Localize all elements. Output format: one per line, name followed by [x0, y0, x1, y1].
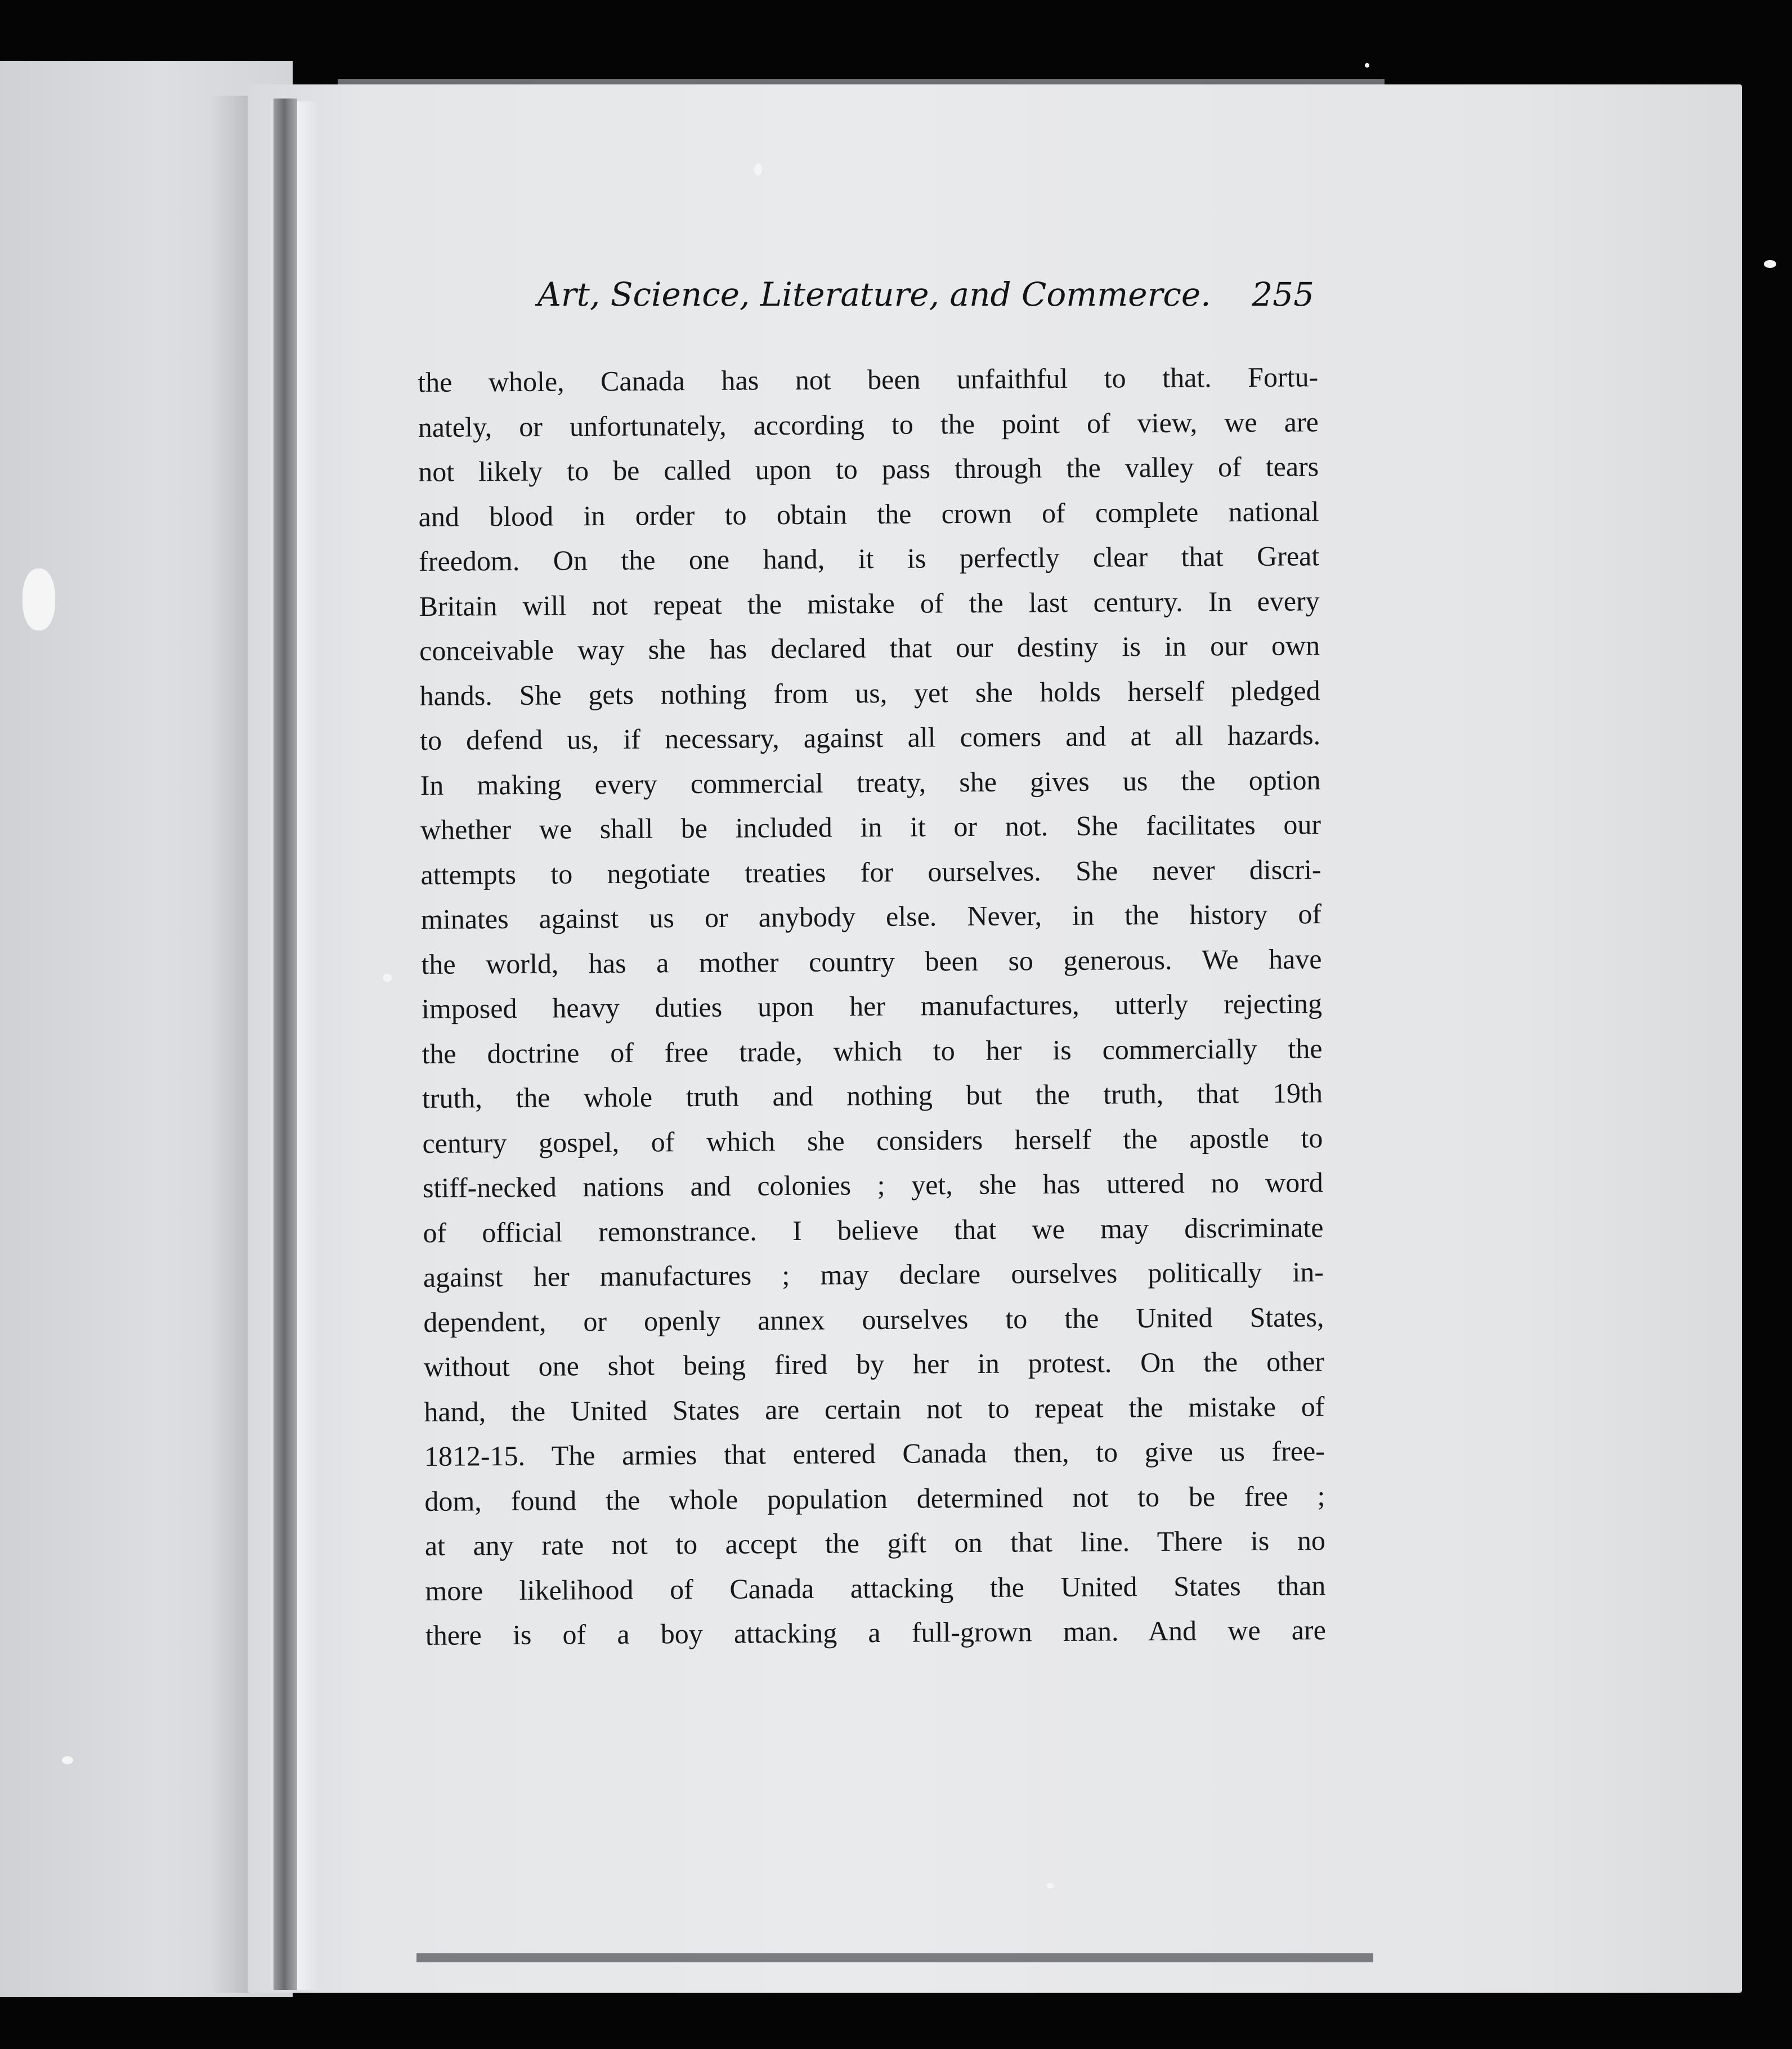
book-gutter	[274, 99, 297, 1990]
text-line: there is of a boy attacking a full-grown man. And we are	[425, 1614, 1326, 1651]
text-line: imposed heavy duties upon her manufactures, utterly rejecting	[421, 987, 1323, 1024]
text-line: 1812-15. The armies that entered Canada then, to give us free-	[424, 1435, 1325, 1472]
text-line: hands. She gets nothing from us, yet she holds herself pledged	[419, 674, 1320, 712]
text-line: the whole, Canada has not been unfaithful to that. Fortu-	[418, 361, 1319, 398]
scan-speck	[23, 569, 55, 630]
text-line: minates against us or anybody else. Never, in the history of	[420, 898, 1322, 935]
text-line: against her manufactures ; may declare ourselves politically in-	[423, 1256, 1324, 1293]
text-line: without one shot being fired by her in protest. On the other	[423, 1345, 1325, 1383]
text-line: dom, found the whole population determined not to be free ;	[424, 1479, 1325, 1517]
text-line: more likelihood of Canada attacking the United States than	[425, 1569, 1326, 1607]
text-line: hand, the United States are certain not to repeat the mistake of	[424, 1390, 1325, 1428]
text-line: at any rate not to accept the gift on that line. There is no	[424, 1524, 1326, 1562]
gutter-highlight	[297, 101, 320, 1990]
body-text	[418, 355, 1326, 1658]
scan-speck	[62, 1756, 73, 1764]
scan-speck	[1764, 260, 1776, 268]
text-line: attempts to negotiate treaties for ourselves. She never discri-	[420, 853, 1321, 891]
text-line: stiff-necked nations and colonies ; yet, she has uttered no word	[422, 1166, 1324, 1204]
running-head	[537, 269, 1314, 320]
scan-speck	[1365, 63, 1369, 68]
text-line: dependent, or openly annex ourselves to the United States,	[423, 1300, 1324, 1338]
text-line: In making every commercial treaty, she gives us the option	[420, 763, 1321, 801]
text-line: Britain will not repeat the mistake of the last century. In every	[419, 584, 1320, 622]
text-line: freedom. On the one hand, it is perfectly clear that Great	[419, 540, 1320, 577]
text-line: century gospel, of which she considers herself the apostle to	[422, 1121, 1323, 1159]
text-line: whether we shall be included in it or not. She facilitates our	[420, 808, 1321, 845]
text-line: conceivable way she has declared that our destiny is in our own	[419, 629, 1320, 666]
text-line: not likely to be called upon to pass through the valley of tears	[418, 450, 1319, 487]
text-line: to defend us, if necessary, against all comers and at all hazards.	[419, 719, 1321, 756]
scan-speck	[754, 163, 762, 176]
text-line: truth, the whole truth and nothing but the truth, that 19th	[422, 1077, 1323, 1114]
text-line: the world, has a mother country been so generous. We have	[421, 942, 1322, 980]
page-number: 255	[1252, 275, 1314, 314]
scan-speck	[1047, 1883, 1054, 1889]
text-line: the doctrine of free trade, which to her is commercially the	[422, 1032, 1323, 1070]
text-line: of official remonstrance. I believe that we may discriminate	[423, 1211, 1324, 1249]
text-line: nately, or unfortunately, according to the point of view, we are	[418, 405, 1319, 443]
text-line: and blood in order to obtain the crown of complete national	[418, 495, 1319, 533]
running-head-title: Art, Science, Literature, and Commerce.	[537, 275, 1211, 314]
scan-speck	[383, 974, 392, 982]
page-bottom-edge	[416, 1953, 1373, 1962]
